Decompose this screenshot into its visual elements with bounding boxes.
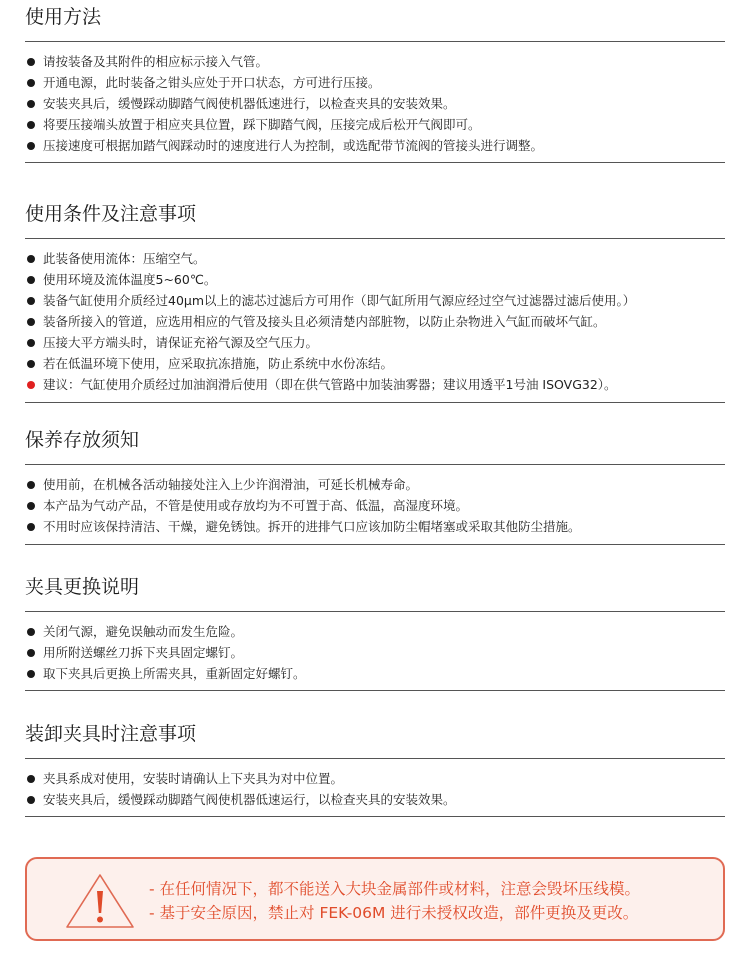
list-item: 将要压接端头放置于相应夹具位置，踩下脚踏气阀，压接完成后松开气阀即可。 xyxy=(25,115,725,136)
list-item: 关闭气源，避免误触动而发生危险。 xyxy=(25,622,725,643)
section-maintenance xyxy=(25,425,725,538)
list-item: 使用前，在机械各活动轴接处注入上少许润滑油，可延长机械寿命。 xyxy=(25,475,725,496)
list-item: 开通电源，此时装备之钳头应处于开口状态，方可进行压接。 xyxy=(25,73,725,94)
bullet-icon xyxy=(27,670,35,678)
list-item: 不用时应该保持清洁、干燥，避免锈蚀。拆开的进排气口应该加防尘帽堵塞或采取其他防尘措施。 xyxy=(25,517,725,538)
section-divider xyxy=(25,162,725,163)
section-divider xyxy=(25,544,725,545)
bullet-icon xyxy=(27,318,35,326)
section-conditions xyxy=(25,199,725,396)
list-item: 取下夹具后更换上所需夹具，重新固定好螺钉。 xyxy=(25,664,725,685)
list-item: 压接大平方端头时，请保证充裕气源及空气压力。 xyxy=(25,333,725,354)
bullet-icon xyxy=(27,79,35,87)
section-title: 使用条件及注意事项 xyxy=(25,199,725,239)
list-item: 本产品为气动产品，不管是使用或存放均为不可置于高、低温，高湿度环境。 xyxy=(25,496,725,517)
bullet-icon xyxy=(27,121,35,129)
bullet-icon xyxy=(27,523,35,531)
section-divider xyxy=(25,690,725,691)
section-title: 保养存放须知 xyxy=(25,425,725,465)
list-item: 装备气缸使用介质经过40μm以上的滤芯过滤后方可用作（即气缸所用气源应经过空气过滤器过滤后使用。） xyxy=(25,291,725,312)
list-item: 装备所接入的管道，应选用相应的气管及接头且必须清楚内部脏物，以防止杂物进入气缸而破坏气缸。 xyxy=(25,312,725,333)
list-item: 夹具系成对使用，安装时请确认上下夹具为对中位置。 xyxy=(25,769,725,790)
bullet-icon xyxy=(27,360,35,368)
section-title: 使用方法 xyxy=(25,2,725,42)
bullet-icon xyxy=(27,100,35,108)
bullet-list xyxy=(25,42,725,157)
bullet-icon xyxy=(27,142,35,150)
bullet-icon xyxy=(27,628,35,636)
list-item: 安装夹具后，缓慢踩动脚踏气阀使机器低速运行，以检查夹具的安装效果。 xyxy=(25,790,725,811)
warning-line: - 在任何情况下，都不能送入大块金属部件或材料，注意会毁坏压线模。 xyxy=(149,880,641,898)
section-title: 夹具更换说明 xyxy=(25,572,725,612)
section-clamp-replacement xyxy=(25,572,725,685)
section-usage xyxy=(25,2,725,157)
warning-box xyxy=(25,857,725,941)
bullet-icon xyxy=(27,297,35,305)
bullet-icon xyxy=(27,481,35,489)
bullet-list xyxy=(25,612,725,685)
warning-text xyxy=(149,877,640,925)
section-divider xyxy=(25,402,725,403)
bullet-icon xyxy=(27,775,35,783)
bullet-icon xyxy=(27,58,35,66)
list-item: 用所附送螺丝刀拆下夹具固定螺钉。 xyxy=(25,643,725,664)
section-clamp-handling xyxy=(25,719,725,811)
bullet-icon xyxy=(27,255,35,263)
list-item: 此装备使用流体：压缩空气。 xyxy=(25,249,725,270)
list-item: 若在低温环境下使用，应采取抗冻措施，防止系统中水份冻结。 xyxy=(25,354,725,375)
list-item: 安装夹具后，缓慢踩动脚踏气阀使机器低速进行，以检查夹具的安装效果。 xyxy=(25,94,725,115)
bullet-icon xyxy=(27,276,35,284)
bullet-list xyxy=(25,465,725,538)
list-item: 使用环境及流体温度5~60℃。 xyxy=(25,270,725,291)
bullet-icon xyxy=(27,502,35,510)
bullet-list xyxy=(25,239,725,396)
bullet-list xyxy=(25,759,725,811)
bullet-icon xyxy=(27,649,35,657)
list-item-highlight: 建议：气缸使用介质经过加油润滑后使用（即在供气管路中加装油雾器；建议用透平1号油 ISOVG32）。 xyxy=(25,375,725,396)
warning-line: - 基于安全原因，禁止对 FEK-06M 进行未授权改造，部件更换及更改。 xyxy=(149,904,639,922)
bullet-icon xyxy=(27,796,35,804)
section-title: 装卸夹具时注意事项 xyxy=(25,719,725,759)
section-divider xyxy=(25,816,725,817)
bullet-icon xyxy=(27,339,35,347)
list-item: 请按装备及其附件的相应标示接入气管。 xyxy=(25,52,725,73)
warning-triangle-icon xyxy=(63,871,137,931)
red-bullet-icon xyxy=(27,381,35,389)
list-item: 压接速度可根据加踏气阀踩动时的速度进行人为控制，或选配带节流阀的管接头进行调整。 xyxy=(25,136,725,157)
